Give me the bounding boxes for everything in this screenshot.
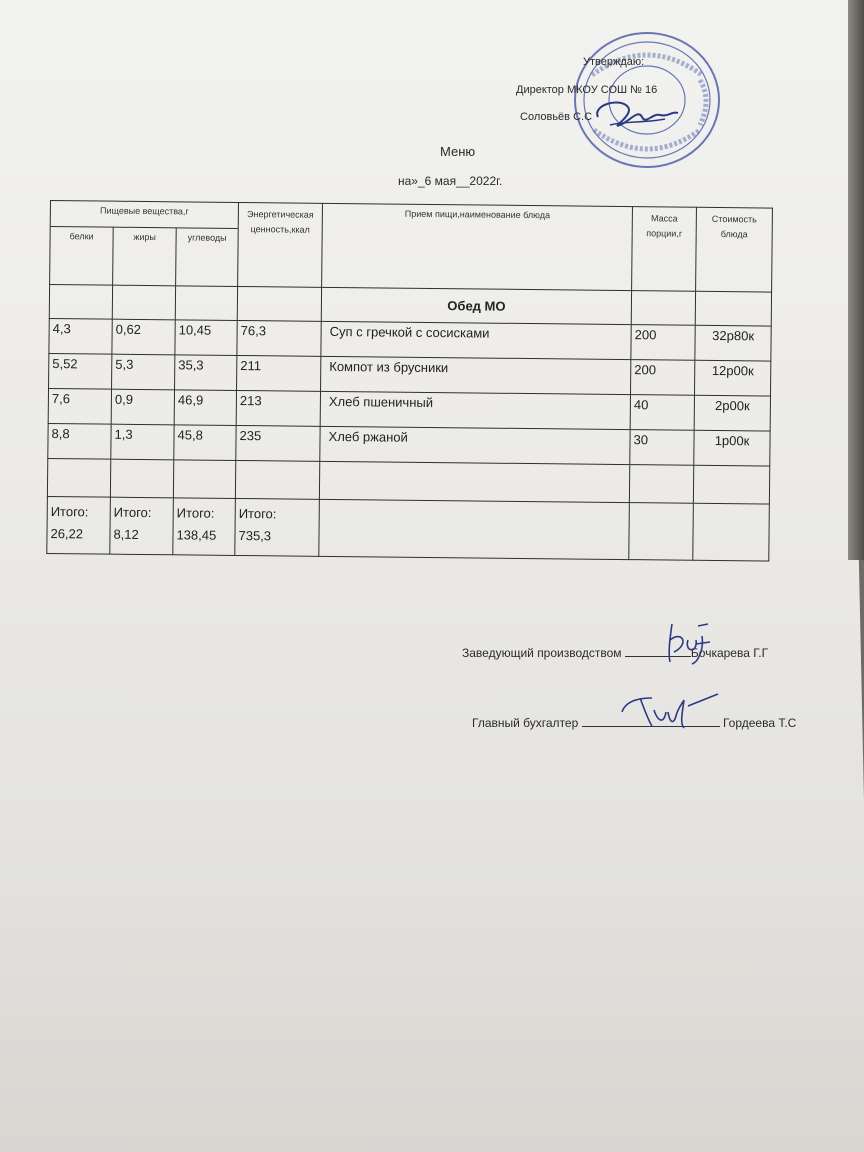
empty-cell [629, 465, 693, 504]
director-signature [590, 95, 680, 140]
accountant-signature [618, 690, 728, 732]
total-label: Итого: [50, 504, 89, 520]
total-fats: 8,12 [113, 526, 139, 542]
cell-energy: 211 [237, 355, 321, 391]
approval-name: Соловьёв С.С [520, 111, 593, 123]
total-proteins: 26,22 [50, 526, 84, 542]
empty-cell [110, 459, 173, 498]
cell-fats: 1,3 [111, 424, 174, 460]
empty-cell [629, 503, 694, 561]
header-carbs: углеводы [176, 228, 239, 287]
cell-energy: 235 [236, 425, 320, 461]
total-label: Итого: [238, 505, 277, 522]
cell-carbs: 46,9 [174, 390, 236, 426]
cell-mass: 200 [631, 360, 695, 396]
production-signature [662, 618, 712, 668]
menu-date: на»_6 мая__2022г. [398, 174, 503, 188]
total-energy-cell [235, 498, 320, 556]
total-proteins-cell [47, 496, 111, 554]
header-proteins: белки [50, 227, 114, 286]
cell-cost: 1р00к [694, 430, 770, 466]
production-label: Заведующий производством [462, 646, 622, 660]
cell-dish: Хлеб пшеничный [320, 391, 630, 429]
cell-fats: 0,62 [112, 319, 175, 355]
empty-cell [112, 285, 175, 320]
total-label: Итого: [113, 504, 152, 521]
cell-fats: 5,3 [112, 354, 175, 390]
menu-table [46, 200, 773, 562]
cell-proteins: 5,52 [49, 353, 112, 389]
totals-row [47, 496, 770, 561]
cell-mass: 200 [631, 325, 695, 361]
approval-position: Директор МКОУ СОШ № 16 [516, 84, 658, 96]
cell-energy: 213 [236, 390, 320, 426]
total-energy: 735,3 [238, 527, 272, 544]
cell-cost: 32р80к [695, 325, 771, 361]
header-nutrients: Пищевые вещества,г [50, 201, 238, 229]
cell-proteins: 8,8 [48, 423, 111, 459]
empty-cell [47, 458, 110, 497]
cell-fats: 0,9 [111, 389, 174, 425]
page-title: Меню [440, 144, 476, 159]
accountant-label: Главный бухгалтер [472, 716, 579, 730]
cell-mass: 30 [630, 430, 694, 466]
section-title: Обед МО [321, 287, 631, 324]
cell-proteins: 7,6 [48, 388, 111, 424]
empty-cell [173, 460, 235, 499]
cell-proteins: 4,3 [49, 318, 112, 354]
empty-cell [175, 286, 237, 321]
cell-cost: 2р00к [694, 395, 770, 431]
cell-cost: 12р00к [695, 360, 771, 396]
empty-cell [695, 291, 771, 326]
cell-dish: Суп с гречкой с сосисками [321, 321, 631, 359]
header-energy: Энергетическая ценность,ккал [238, 202, 323, 287]
empty-cell [693, 503, 770, 561]
header-cost: Стоимость блюда [696, 207, 773, 292]
production-signature-line [462, 644, 768, 660]
header-meal: Прием пищи,наименование блюда [322, 203, 633, 290]
cell-carbs: 10,45 [175, 320, 237, 356]
empty-cell [237, 286, 321, 321]
header-mass: Масса порции,г [632, 207, 697, 292]
empty-cell [49, 285, 112, 320]
empty-cell [631, 291, 695, 326]
accountant-name: Гордеева Т.С [722, 716, 797, 730]
empty-cell [319, 499, 630, 559]
total-carbs-cell [173, 498, 236, 556]
total-label: Итого: [176, 505, 215, 521]
header-fats: жиры [113, 227, 177, 286]
approval-label: Утверждаю: [583, 56, 645, 68]
empty-cell [693, 465, 769, 504]
production-name: Бочкарева Г.Г [690, 646, 769, 660]
total-fats-cell [110, 497, 174, 555]
cell-dish: Хлеб ржаной [320, 426, 630, 464]
total-carbs: 138,45 [176, 527, 217, 543]
cell-mass: 40 [630, 395, 694, 431]
empty-cell [319, 461, 629, 502]
empty-cell [235, 460, 319, 499]
background-edge [848, 0, 864, 560]
cell-energy: 76,3 [237, 320, 321, 356]
cell-dish: Компот из брусники [321, 356, 631, 394]
cell-carbs: 45,8 [174, 425, 236, 461]
cell-carbs: 35,3 [175, 355, 237, 391]
